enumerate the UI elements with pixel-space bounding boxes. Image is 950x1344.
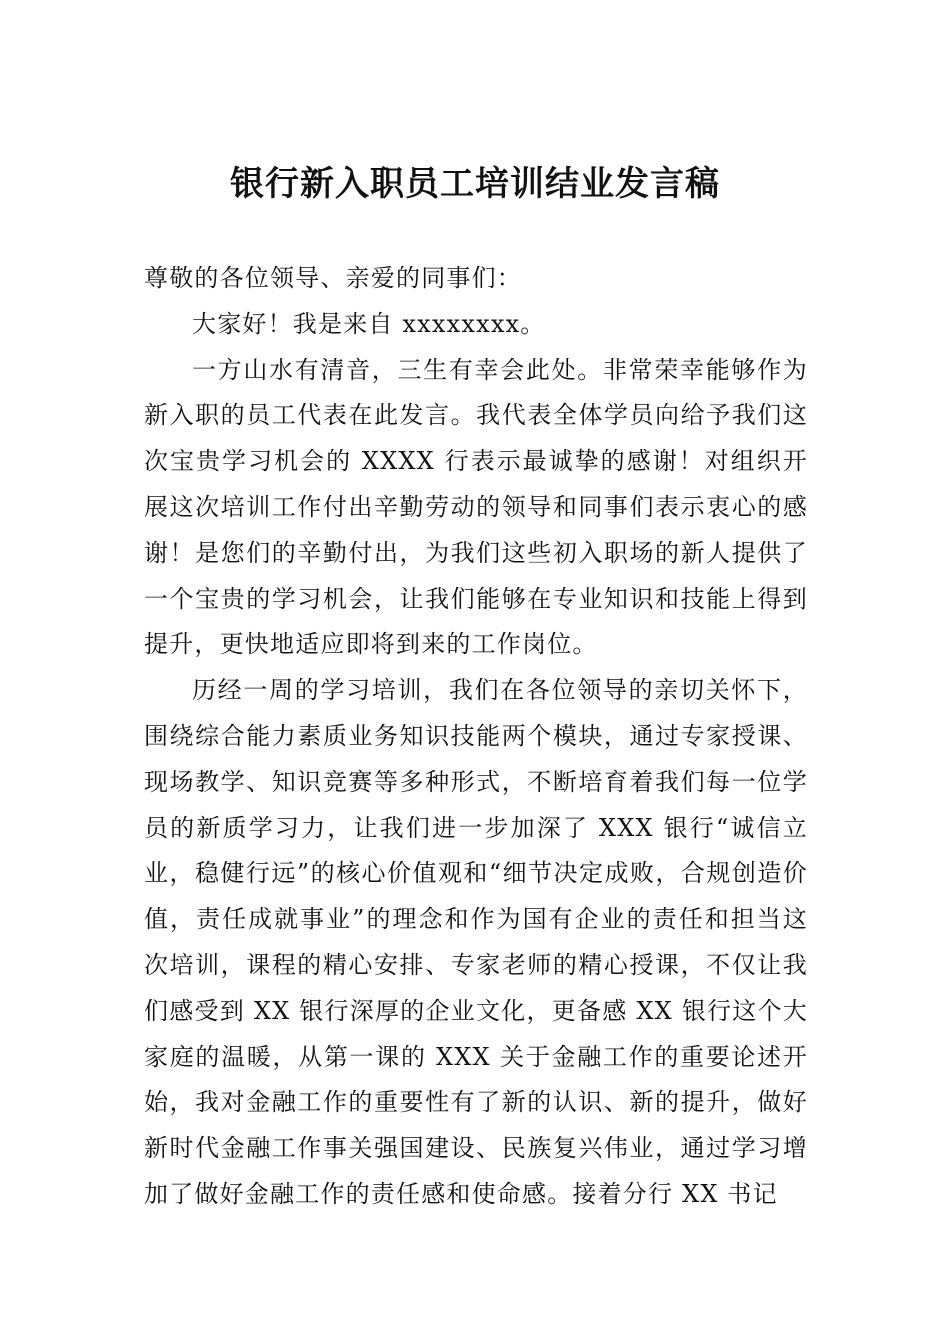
paragraph-thanks: 一方山水有清音，三生有幸会此处。非常荣幸能够作为新入职的员工代表在此发言。我代表全体学员向给予我们这次宝贵学习机会的 XXXX 行表示最诚挚的感谢！对组织开展这次培训工作付出辛勤劳动的领导和同事们表示衷心的感谢！是您们的辛勤付出，为我们这些初入职场的新人提供了一个宝贵的学习机会，让我们能够在专业知识和技能上得到提升，更快地适应即将到来的工作岗位。 <box>144 355 808 659</box>
salutation: 尊敬的各位领导、亲爱的同事们： <box>144 264 522 292</box>
page-title: 银行新入职员工培训结业发言稿 <box>230 164 720 204</box>
paragraph-training: 历经一周的学习培训，我们在各位领导的亲切关怀下，围绕综合能力素质业务知识技能两个模块，通过专家授课、现场教学、知识竞赛等多种形式，不断培育着我们每一位学员的新质学习力，让我们进一步加深了 XXX 银行“诚信立业，稳健行远”的核心价值观和“细节决定成败，合规创造价值，责任成就事业”的理念和作为国有企业的责任和担当这次培训，课程的精心安排、专家老师的精心授课，不仅让我们感受到 XX 银行深厚的企业文化，更备感 XX 银行这个大家庭的温暖，从第一课的 XXX 关于金融工作的重要论述开始，我对金融工作的重要性有了新的认识、新的提升，做好新时代金融工作事关强国建设、民族复兴伟业，通过学习增加了做好金融工作的责任感和使命感。接着分行 XX 书记 <box>144 676 808 1208</box>
paragraph-greeting: 大家好！我是来自 xxxxxxxx。 <box>192 309 546 338</box>
document-body <box>144 256 808 1218</box>
